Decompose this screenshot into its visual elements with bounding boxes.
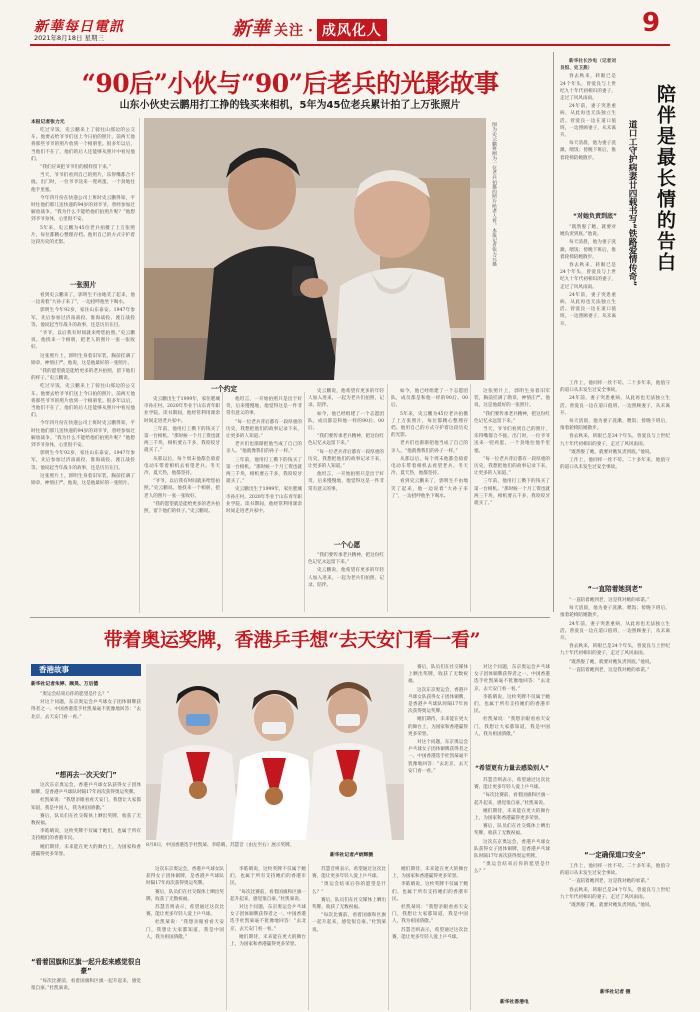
paragraph: 每天清晨，他为妻子洗漱、喂饭；傍晚下班后，推着轮椅陪她散步。 [560, 419, 670, 432]
paragraph: 吃过早饭，史云鹏来上了骑往山那边的公交车。他要去给爷爷们送上今日拍的照片。前两天他将那些爷爷的照片放到一个相册里。很多年以后，当他们不在了，他们的后人还能够从照片中看见他们。 [31, 128, 135, 162]
paragraph: 郭明生今年92岁，家住山东泰安。1947年参军，先后参加过济南战役、淮海战役、渡江战役等。他说起当年战斗的故事，还是历历在目。 [31, 308, 135, 328]
paragraph: 工作上，他同样一丝不苟。二十多年来，他值守的道口从未发生过安全事故。 [560, 381, 670, 394]
paragraph: 24年前，妻子突患重病，从此再也无法独立生活。曾爱良一边在道口值班，一边照顾妻子，从未离开。 [560, 621, 670, 642]
story1-byline: 本报记者张力元 [31, 120, 65, 125]
paragraph: 三年前，他用打工攒下的钱买了第一台相机。“那时候一个月工资也就两三千块，相机要五千多，我咬咬牙就买了。” [226, 457, 302, 485]
paragraph: 赛后，队员们在社交媒体上晒出奖牌，收获了无数祝福。 [474, 824, 550, 837]
paragraph: 5年来，史云鹏为45位老兵拍摄了上万张照片，每位都精心整理存档。他用自己的方式守护着这段历史的光影。 [391, 411, 468, 439]
story2-col1-bottom [31, 978, 141, 1008]
story2-col-right-of-photo [408, 664, 468, 860]
paragraph: “我们要传承老兵精神，把这份红色记忆永远留下来。” [474, 411, 550, 424]
column-divider [304, 392, 305, 612]
column-divider [470, 664, 471, 1010]
paragraph: 这张照片上，郭明生身着旧军装，胸前挂满了勋章，神情庄严。他说，这是他最好的一张照片。 [474, 389, 550, 409]
section-label: 新華 [232, 18, 271, 40]
paragraph: “奥运会结束后你的愿望是什么？” [474, 862, 550, 875]
story2-subhead-2: “希望更有力量去感染别人” [475, 765, 549, 772]
story2-col4 [312, 866, 386, 1008]
story2-col1-mid [31, 782, 141, 958]
paragraph: 对这个问题，东京奥运会乒乓球女子团体铜牌获得者之一、中国香港选手杜凯琹毫不犹豫地回答：“去北京，去天安门看一看。” [230, 905, 306, 932]
story2-col3 [230, 866, 306, 1008]
paper-name: 新華每日電訊 [34, 19, 124, 35]
paragraph: 赛后，队员们在社交媒体上晒出奖牌，收获了无数祝福。 [146, 889, 224, 902]
issue-date: 2021年8月18日 星期三 [34, 34, 105, 42]
story1-col1 [31, 127, 135, 277]
story1-headline: “90后”小伙与“90”后老兵的光影故事 [81, 69, 499, 98]
paragraph: 她们期待，未来能在更大的舞台上，为国家和香港赢得更多荣誉。 [392, 867, 468, 880]
paragraph: 李皓晴说，这枚奖牌不仅属于她们，也属于所有支持她们的香港市民。 [31, 829, 141, 842]
story2-col6-top [474, 664, 550, 760]
paragraph: 她们期待，未来能在更大的舞台上，为国家和香港赢得更多荣誉。 [230, 934, 306, 948]
paragraph: 她们期待，未来能在更大的舞台上，为国家和香港赢得更多荣誉。 [31, 844, 141, 857]
page-number: 9 [642, 8, 661, 38]
paragraph: “每次比赛前，看着国旗和区旗一起升起来，感觉很自豪。”杜凯琹说。 [312, 913, 386, 933]
story1-col1b [31, 292, 135, 610]
story1-col2 [144, 396, 220, 610]
sidebar-subhead-1: “对她负责到底” [573, 213, 617, 220]
paragraph: 李皓晴说，这枚奖牌不仅属于她们，也属于所有支持她们的香港市民。 [474, 694, 550, 715]
paragraph: 这次东京奥运会，香港乒乓球女队获得女子团体铜牌，是香港乒乓球队时隔17年再次获得奥运奖牌。 [31, 783, 141, 796]
paragraph: 苏慧音则表示，希望通过这次比赛，能让更多年轻人爱上乒乓球。 [312, 867, 386, 880]
paragraph: 当天，爷爷们看到自己的照片，乐得嘴都合不拢。出门时，一位爷爷送来一兜鸡蛋，一个劲地往他手里塞。 [474, 427, 550, 454]
paragraph: “我们应该把爷爷们的模样留下来。” [40, 165, 112, 171]
paragraph: “每一位老兵背后都有一段厚重的历史，我想把他们的故事记录下来，让更多的人知道。” [308, 449, 384, 470]
sidebar-credit: 新华社记者 摄 [600, 990, 631, 995]
story2-col6-bottom [474, 777, 550, 997]
paragraph: “我们要传承老兵精神，把这份红色记忆永远留下来。” [308, 434, 384, 447]
paragraph: 对这个问题，东京奥运会乒乓球女子团体铜牌获得者之一、中国香港选手杜凯琹毫不犹豫地回答：“去北京，去天安门看一看。” [474, 665, 550, 692]
paragraph: 如今，他已经组建了一个志愿团队，成员都是和他一样的90后、00后。 [391, 389, 468, 409]
column-divider [308, 864, 309, 1010]
paragraph: 春去秋来，转眼已是24个年头，曾爱良与上世纪九十年代初相识的妻子，走过了风风雨雨。 [560, 74, 616, 102]
paragraph: “每次比赛前，看着国旗和区旗一起升起来，感觉很自豪。”杜凯琹说。 [31, 979, 141, 992]
paragraph: 史云鹏出生于1999年，家住肥城市孙庄村。2020年毕业于山东青年职业学院。读书期间，他经常利用课余时间走进老兵家中。 [144, 397, 220, 424]
column-divider [470, 384, 471, 612]
sidebar-col-top [560, 58, 616, 210]
paragraph: 看到史云鹏来了，郭明生不由地笑了起来，他一边说着“大孙子来了”，一边招呼他坐下喝水。 [391, 479, 468, 499]
paragraph: 史云鹏说，他希望有更多的年轻人加入进来，一起为老兵们拍照、记录、陪伴。 [308, 389, 384, 409]
paragraph: 这次东京奥运会，香港乒乓球女队获得女子团体铜牌，是香港乒乓球队时隔17年再次获得奥运奖牌。 [146, 867, 224, 887]
paragraph: “我的愿望就是能给更多的老兵拍照，留下他们的样子。”史云鹏说。 [144, 501, 220, 515]
paragraph: 从那以后，每个周末他都会骑着电动车带着相机去看望老兵。冬天冷，夏天热，他都坚持。 [391, 456, 468, 477]
story2-column-tag: 香港故事 [31, 664, 141, 676]
story2-col1-top [31, 691, 141, 769]
paragraph: 春去秋来，转眼已是24个年头，曾爱良与上世纪九十年代初相识的妻子，走过了风风雨雨。 [560, 644, 670, 657]
paragraph: 这次东京奥运会，香港乒乓球女队获得女子团体铜牌，是香港乒乓球队时隔17年再次获得奥运奖牌。 [408, 687, 468, 715]
paragraph: “每次比赛前，看着国旗和区旗一起升起来，感觉很自豪。”杜凯琹说。 [230, 889, 306, 902]
paragraph: 赛后，队员们在社交媒体上晒出奖牌，收获了无数祝福。 [408, 665, 468, 685]
story2-photo-credit: 新华社记者卢炳辉摄 [330, 853, 374, 858]
story2-col5 [392, 866, 468, 1008]
paragraph: “既然娶了她，就要对她负责到底。”他说。 [569, 903, 655, 909]
paragraph: 她们期待，未来能在更大的舞台上，为国家和香港赢得更多荣誉。 [408, 717, 468, 737]
paragraph: “一直陪着她到老，这是我对她的承诺。” [569, 598, 650, 603]
sidebar-title: 陪伴是最长情的告白 [654, 84, 676, 273]
paragraph: 对这个问题，东京奥运会乒乓球女子团体铜牌获得者之一、中国香港选手杜凯琹毫不犹豫地回答：“去北京，去天安门看一看。” [31, 700, 141, 720]
paragraph: 史云鹏出生于1999年，家住肥城市孙庄村。2020年毕业于山东青年职业学院。读书期间，他经常利用课余时间走进老兵家中。 [226, 487, 302, 515]
column-divider [226, 864, 227, 1010]
sidebar-col-mid [560, 224, 616, 380]
paragraph: 24年前，妻子突患重病，从此再也无法独立生活。曾爱良一边在道口值班，一边照顾妻子，从未离开。 [560, 292, 616, 327]
paragraph: 赛后，队员们在社交媒体上晒出奖牌，收获了无数祝福。 [312, 897, 386, 911]
story1-deck: 山东小伙史云鹏用打工挣的钱买来相机，5年为45位老兵累计拍了上万张照片 [119, 100, 461, 111]
paragraph: “爷爷，以后我有时间就来给您拍照。”史云鹏说。他找来一个相册，把老人的照片一张一张收好。 [31, 331, 135, 351]
paragraph: 从那以后，每个周末他都会骑着电动车带着相机去看望老兵。冬天冷，夏天热，他都坚持。 [144, 456, 220, 477]
masthead-rule [30, 44, 670, 46]
paragraph: 苏慧音则表示，希望通过这次比赛，能让更多年轻人爱上乒乓球。 [392, 927, 468, 940]
paragraph: 三年前，他用打工攒下的钱买了第一台相机。“那时候一个月工资也就两三千块，相机要五千多，我咬咬牙就买了。” [144, 426, 220, 454]
section-label-2: 关注 [274, 23, 305, 39]
paragraph: “既然娶了她，就要对她负责到底。”他说。 [569, 449, 655, 455]
paragraph: “每一位老兵背后都有一段厚重的历史，我想把他们的故事记录下来，让更多的人知道。” [474, 456, 550, 477]
sidebar-col-lower2 [560, 597, 670, 845]
paragraph: 苏慧音则表示，希望通过这次比赛，能让更多年轻人爱上乒乓球。 [474, 778, 550, 791]
paragraph: 他坦言，一开始拍照只是出于好奇，后来慢慢地，他觉得这是一件非常有意义的事。 [308, 472, 384, 492]
story2-credit: 新华社香港电 [500, 1000, 529, 1005]
paragraph: 今年四月份在快递公司上班时史云鹏得知，平时往他们那儿送快递的94岁的刘爷爷，曾经参加过解放战争。“我为什么不能给他们拍照片呢？”他想到爷爷身体，心里很不安。 [31, 195, 135, 223]
story1-subhead-2: 一个约定 [210, 385, 238, 393]
paragraph: 这张照片上，郭明生身着旧军装，胸前挂满了勋章，神情庄严。他说，这是他最好的一张照片。 [31, 473, 135, 487]
story1-col5 [391, 388, 468, 610]
story2-headline: 带着奥运奖牌，香港乒手想“去天安门看一看” [103, 629, 481, 651]
story1-photo-caption: 图为史云鹏将刚为一位老兵拍摄的照片给老人看。本报记者张力元摄 [491, 122, 496, 266]
story2-photo [146, 664, 404, 840]
sidebar-divider [553, 52, 554, 612]
paragraph: 吃过早饭，史云鹏来上了骑往山那边的公交车。他要去给爷爷们送上今日拍的照片。前两天他将那些爷爷的照片放到一个相册里。很多年以后，当他们不在了，他们的后人还能够从照片中看见他们。 [31, 384, 135, 419]
paragraph: 老兵们也渐渐把他当成了自己的亲人。“他就像我们的孙子一样。” [226, 442, 302, 455]
photo-young-man-and-veteran [144, 118, 486, 380]
story2-col2 [146, 866, 224, 1008]
paragraph: 看到史云鹏来了，郭明生不由地笑了起来，他一边说着“大孙子来了”，一边招呼他坐下喝水。 [31, 293, 135, 306]
paragraph: 杜凯琹说：“我想亲眼看看天安门，我想让大家都知道，我是中国人，我为祖国骄傲。” [31, 798, 141, 811]
sidebar-subhead-3: “一定确保道口安全” [584, 851, 646, 859]
column-divider [222, 392, 223, 612]
paragraph: 当天，爷爷们看到自己的照片，乐得嘴都合不拢。出门时，一位爷爷送来一兜鸡蛋，一个劲地往他手里塞。 [31, 173, 135, 193]
paragraph: “我的愿望就是能给更多的老兵拍照，留下他们的样子。”史云鹏说。 [31, 369, 135, 382]
column-divider [139, 118, 140, 613]
paragraph: 24年前，妻子突患重病，从此再也无法独立生活。曾爱良一边在道口值班，一边照顾妻子，从未离开。 [560, 104, 616, 139]
paragraph: 杜凯琹说：“我想亲眼看看天安门，我想让大家都知道，我是中国人，我为祖国骄傲。” [474, 717, 550, 737]
story2-subhead-3: “看着国旗和区旗一起升起来感觉很自豪” [31, 958, 141, 975]
story1-col4b [308, 552, 384, 610]
paragraph: 春去秋来，转眼已是24个年头，曾爱良与上世纪九十年代初相识的妻子，走过了风风雨雨。 [560, 263, 616, 290]
paragraph: “奥运会结束后你的愿望是什么？” [312, 882, 386, 895]
column-divider [387, 384, 388, 612]
story2-subhead-1: “想再去一次天安门” [55, 771, 117, 779]
paragraph: “每一位老兵背后都有一段厚重的历史，我想把他们的故事记录下来，让更多的人知道。” [226, 419, 302, 440]
paragraph: 今年四月份在快递公司上班时史云鹏得知，平时往他们那儿送快递的94岁的刘爷爷，曾经参加过解放战争。“我为什么不能给他们拍照片呢？”他想到爷爷身体，心里很不安。 [31, 421, 135, 449]
paragraph: “一直陪着她到老，这是我对她的承诺。” [569, 667, 650, 673]
paragraph: 每天清晨，他为妻子洗漱、喂饭；傍晚下班后，推着轮椅陪她散步。 [560, 606, 670, 619]
paragraph: 苏慧音则表示，希望通过这次比赛，能让更多年轻人爱上乒乓球。 [146, 905, 224, 918]
story-separator [30, 617, 550, 618]
paragraph: 赛后，队员们在社交媒体上晒出奖牌，收获了无数祝福。 [31, 813, 141, 827]
story1-subhead-3: 一个心愿 [333, 541, 361, 549]
paragraph: “既然娶了她，就要对她负责到底。”他说。 [569, 659, 655, 665]
paragraph: 李皓晴说，这枚奖牌不仅属于她们，也属于所有支持她们的香港市民。 [230, 867, 306, 887]
paragraph: 对这个问题，东京奥运会乒乓球女子团体铜牌获得者之一、中国香港选手杜凯琹毫不犹豫地回答：“去北京，去天安门看一看。” [408, 740, 468, 774]
paragraph: 郭明生今年92岁，家住山东泰安。1947年参军，先后参加过济南战役、淮海战役、渡江战役等。他说起当年战斗的故事，还是历历在目。 [31, 451, 135, 471]
paragraph: 三年前，他用打工攒下的钱买了第一台相机。“那时候一个月工资也就两三千块，相机要五千多，我咬咬牙就买了。” [474, 479, 550, 507]
story1-col6 [474, 388, 550, 610]
paragraph: “既然娶了她，就要对她负责到底。”他说。 [560, 225, 616, 238]
paragraph: “一直陪着她到老，这是我对她的承诺。” [569, 879, 650, 885]
sidebar-subhead-2: “一直陪着她到老” [587, 585, 643, 593]
paragraph: 老兵们也渐渐把他当成了自己的亲人。“他就像我们的孙子一样。” [391, 441, 468, 454]
paragraph: 这张照片上，郭明生身着旧军装，胸前挂满了勋章，神情庄严。他说，这是他最好的一张照片。 [31, 353, 135, 366]
paragraph: 工作上，他同样一丝不苟。二十多年来，他值守的道口从未发生过安全事故。 [560, 458, 670, 471]
paragraph: 每天清晨，他为妻子洗漱、喂饭；傍晚下班后，推着轮椅陪她散步。 [560, 141, 616, 161]
paragraph: “爷爷，以后我有时间就来给您拍照。”史云鹏说。他找来一个相册，把老人的照片一张一张收好。 [144, 479, 220, 499]
story1-col3 [226, 396, 302, 610]
section-title: 新華 关注 · 成风化人 [232, 14, 387, 41]
column-divider [388, 864, 389, 1010]
paragraph: 他坦言，一开始拍照只是出于好奇，后来慢慢地，他觉得这是一件非常有意义的事。 [226, 397, 302, 417]
paragraph: 杜凯琹说：“我想亲眼看看天安门，我想让大家都知道，我是中国人，我为祖国骄傲。” [146, 920, 224, 940]
paragraph: “我们要传承老兵精神，把这份红色记忆永远留下来。” [308, 553, 384, 566]
paragraph: 春去秋来，转眼已是24个年头，曾爱良与上世纪九十年代初相识的妻子，走过了风风雨雨。 [560, 887, 670, 900]
sidebar-col-lower [560, 380, 670, 580]
paragraph: 这次东京奥运会，香港乒乓球女队获得女子团体铜牌，是香港乒乓球队时隔17年再次获得奥运奖牌。 [474, 839, 550, 860]
paragraph: 杜凯琹说：“我想亲眼看看天安门，我想让大家都知道，我是中国人，我为祖国骄傲。” [392, 905, 468, 925]
paragraph: 她们期待，未来能在更大的舞台上，为国家和香港赢得更多荣誉。 [474, 808, 550, 822]
paragraph: 每天清晨，他为妻子洗漱、喂饭；傍晚下班后，推着轮椅陪她散步。 [560, 240, 616, 260]
sidebar-col-bottom [560, 863, 670, 983]
sidebar-byline: 新华社长沙电（记者刘良恒、史卫燕） [560, 59, 616, 72]
story1-col4 [308, 388, 384, 538]
story2-photo-caption: 8月8日，中国香港选手杜凯琹、李皓晴、苏慧音（由左至右）展示奖牌。 [146, 843, 295, 848]
paragraph: 5年来，史云鹏为45位老兵拍摄了上万张照片，每位都精心整理存档。他用自己的方式守护着这段历史的光影。 [31, 225, 135, 246]
paragraph: 24年前，妻子突患重病，从此再也无法独立生活。曾爱良一边在道口值班，一边照顾妻子，从未离开。 [560, 396, 670, 416]
photo-three-athletes-with-medals [146, 664, 404, 840]
story1-photo [144, 118, 486, 380]
paragraph: “奥运会结束后你的愿望是什么？” [40, 692, 110, 697]
paragraph: 史云鹏说，他希望有更多的年轻人加入进来，一起为老兵们拍照、记录、陪伴。 [308, 568, 384, 588]
story2-byline: 新华社记者朱婷、顾昊、万后德 [31, 682, 99, 687]
sidebar-subtitle: 道口工守护病妻廿四载书写“铁路爱情传奇” [627, 120, 637, 287]
story1-subhead-1: 一张照片 [69, 281, 97, 289]
section-tag: 成风化人 [317, 19, 387, 41]
paragraph: 如今，他已经组建了一个志愿团队，成员都是和他一样的90后、00后。 [308, 411, 384, 432]
paragraph: 春去秋来，转眼已是24个年头，曾爱良与上世纪九十年代初相识的妻子，走过了风风雨雨。 [560, 434, 670, 447]
paragraph: “每次比赛前，看着国旗和区旗一起升起来，感觉很自豪。”杜凯琹说。 [474, 793, 550, 806]
paragraph: 工作上，他同样一丝不苟。二十多年来，他值守的道口从未发生过安全事故。 [560, 864, 670, 877]
paragraph: 李皓晴说，这枚奖牌不仅属于她们，也属于所有支持她们的香港市民。 [392, 882, 468, 902]
